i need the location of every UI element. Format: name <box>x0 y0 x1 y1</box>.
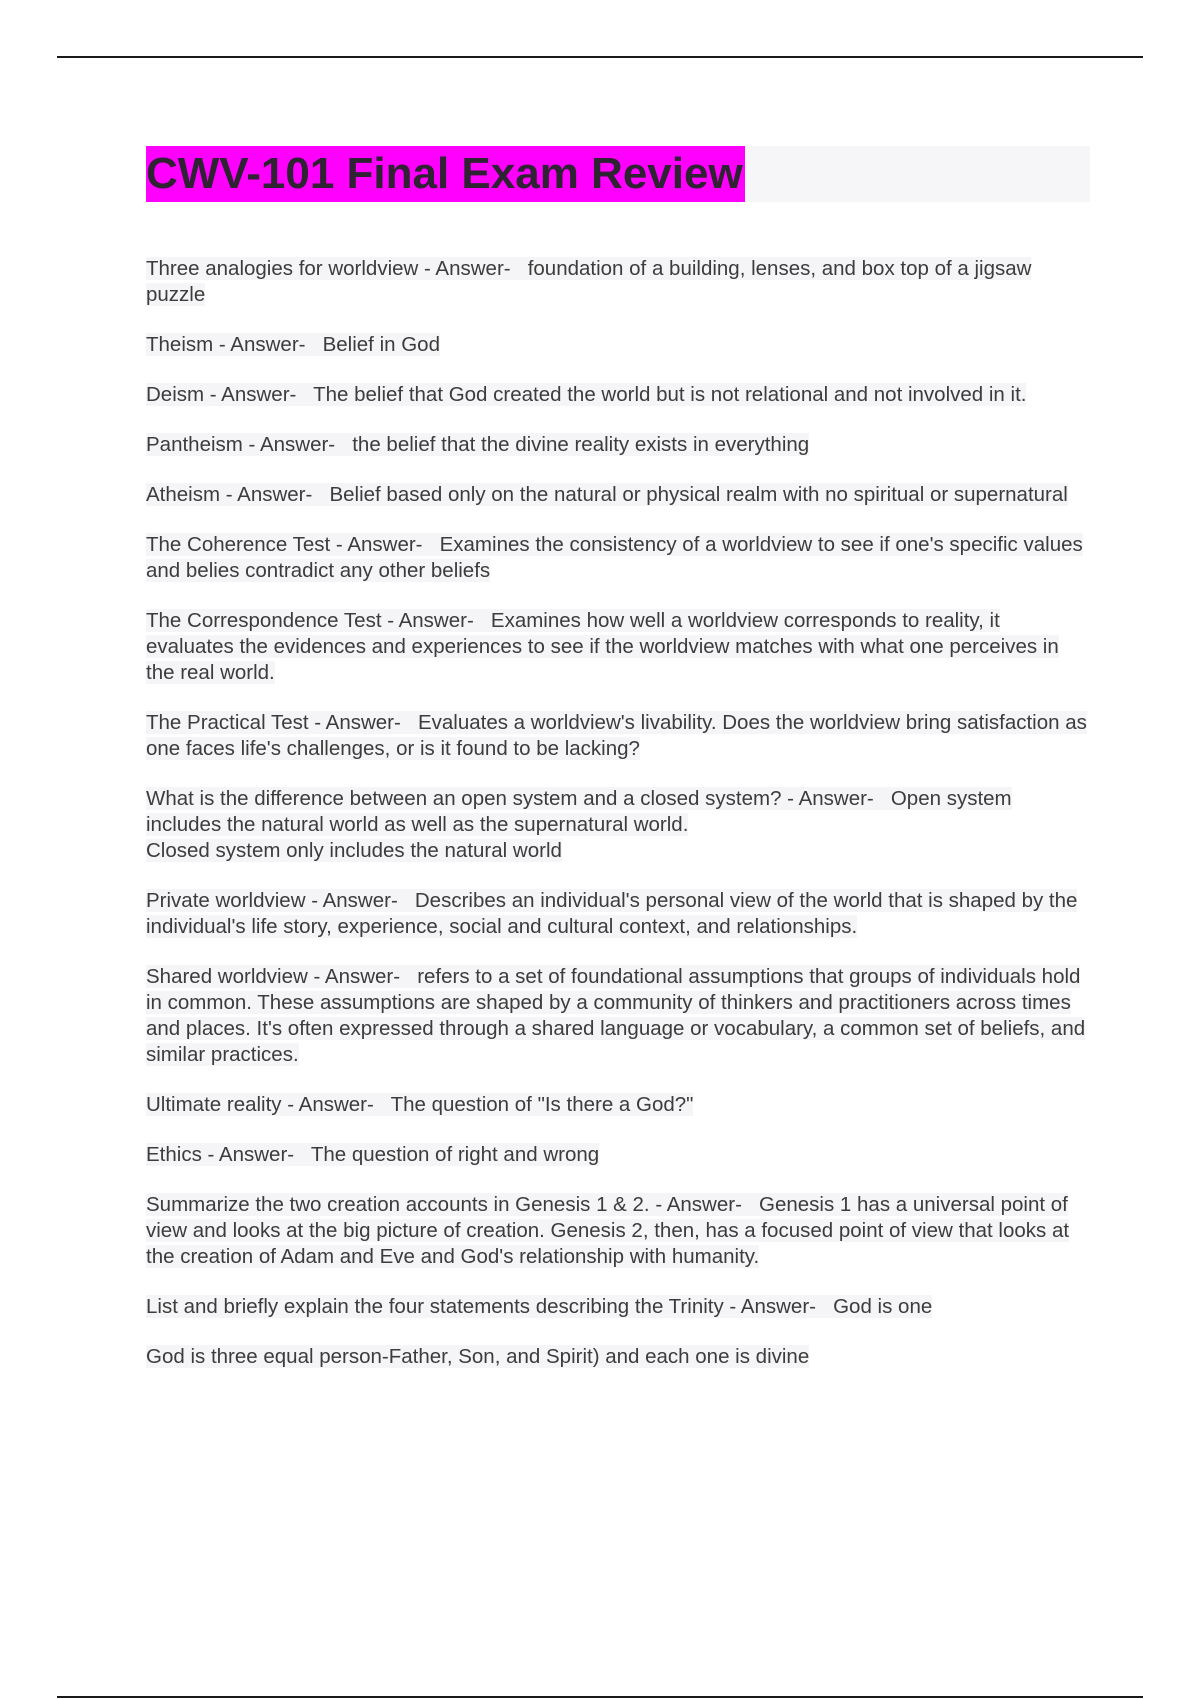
entry-separator: - Answer- <box>381 609 474 632</box>
entry-term: Pantheism <box>146 433 243 456</box>
flashcard-entry <box>146 964 1090 1068</box>
entry-separator: - Answer- <box>649 1193 742 1216</box>
entry-separator: - Answer- <box>723 1295 816 1318</box>
entry-term: Theism <box>146 333 214 356</box>
entry-separator: - Answer- <box>305 889 398 912</box>
flashcard-entry <box>146 1294 1090 1320</box>
entry-term: List and briefly explain the four statements describing the Trinity <box>146 1295 724 1318</box>
document-title: CWV-101 Final Exam Review <box>146 146 745 202</box>
entry-separator: - Answer- <box>201 1143 295 1166</box>
entry-separator: - Answer- <box>307 965 401 988</box>
entry-separator: - Answer- <box>213 333 306 356</box>
entry-answer: the belief that the divine reality exists in everything <box>352 433 810 456</box>
entry-answer: Belief based only on the natural or physical realm with no spiritual or supernatural <box>329 483 1068 506</box>
entry-separator: - Answer- <box>281 1093 374 1116</box>
entry-term: What is the difference between an open system and a closed system? <box>146 787 782 810</box>
entry-term: Deism <box>146 383 205 406</box>
flashcard-entry <box>146 382 1090 408</box>
entry-term: Summarize the two creation accounts in Genesis 1 & 2. <box>146 1193 650 1216</box>
entry-term: Atheism <box>146 483 221 506</box>
entry-answer: Belief in God <box>322 333 440 356</box>
entry-answer: The question of right and wrong <box>310 1143 600 1166</box>
entry-answer: Describes an individual's personal view of the world that is shaped by the individual's life story, experience, social and cultural context, and relationships. <box>146 889 1078 938</box>
bottom-rule <box>57 1696 1143 1698</box>
entry-term: The Correspondence Test <box>146 609 382 632</box>
entry-answer: Evaluates a worldview's livability. Does the worldview bring satisfaction as one faces life's challenges, or is it found to be lacking? <box>146 711 1087 760</box>
document-body <box>146 146 1090 1394</box>
flashcard-entry <box>146 1192 1090 1270</box>
flashcard-entry <box>146 532 1090 584</box>
flashcard-entry <box>146 710 1090 762</box>
entry-answer: The belief that God created the world but is not relational and not involved in it. <box>313 383 1027 406</box>
flashcard-entry <box>146 786 1090 864</box>
flashcard-entry <box>146 332 1090 358</box>
entry-term: The Practical Test <box>146 711 309 734</box>
entry-answer-continued: Closed system only includes the natural world <box>146 839 562 862</box>
entry-separator: - Answer- <box>204 383 297 406</box>
entry-separator: - Answer- <box>418 257 511 280</box>
entry-answer: God is one <box>833 1295 933 1318</box>
entry-separator: - Answer- <box>781 787 874 810</box>
flashcard-entry <box>146 888 1090 940</box>
entry-answer: foundation of a building, lenses, and box top of a jigsaw puzzle <box>146 257 1032 306</box>
title-band <box>146 146 1090 202</box>
closing-paragraph <box>146 1344 1090 1370</box>
entry-answer: Genesis 1 has a universal point of view and looks at the big picture of creation. Genesis 2, then, has a focused point of view that looks at the creation of Adam and Eve and God's relationship with humanity. <box>146 1193 1070 1268</box>
entry-separator: - Answer- <box>330 533 423 556</box>
flashcard-entry <box>146 482 1090 508</box>
entry-term: Three analogies for worldview <box>146 257 419 280</box>
entry-answer: Examines the consistency of a worldview to see if one's specific values and belies contradict any other beliefs <box>146 533 1083 582</box>
entry-term: Shared worldview <box>146 965 308 988</box>
flashcard-entry <box>146 432 1090 458</box>
entry-separator: - Answer- <box>308 711 401 734</box>
flashcard-entry <box>146 256 1090 308</box>
flashcard-list <box>146 256 1090 1370</box>
flashcard-entry <box>146 1092 1090 1118</box>
entry-term: The Coherence Test <box>146 533 331 556</box>
closing-line: God is three equal person-Father, Son, and Spirit) and each one is divine <box>146 1345 810 1368</box>
entry-term: Ultimate reality <box>146 1093 282 1116</box>
top-rule <box>57 56 1143 58</box>
flashcard-entry <box>146 608 1090 686</box>
entry-term: Ethics <box>146 1143 202 1166</box>
entry-separator: - Answer- <box>242 433 336 456</box>
entry-answer: Examines how well a worldview corresponds to reality, it evaluates the evidences and experiences to see if the worldview matches with what one perceives in the real world. <box>146 609 1059 684</box>
entry-answer: The question of "Is there a God?" <box>390 1093 694 1116</box>
entry-answer: Open system includes the natural world as well as the supernatural world. <box>146 787 1012 836</box>
entry-term: Private worldview <box>146 889 306 912</box>
flashcard-entry <box>146 1142 1090 1168</box>
entry-answer: refers to a set of foundational assumptions that groups of individuals hold in common. These assumptions are shaped by a community of thinkers and practitioners across times and places. It's often expressed through a shared language or vocabulary, a common set of beliefs, and similar practices. <box>146 965 1086 1066</box>
entry-separator: - Answer- <box>220 483 313 506</box>
